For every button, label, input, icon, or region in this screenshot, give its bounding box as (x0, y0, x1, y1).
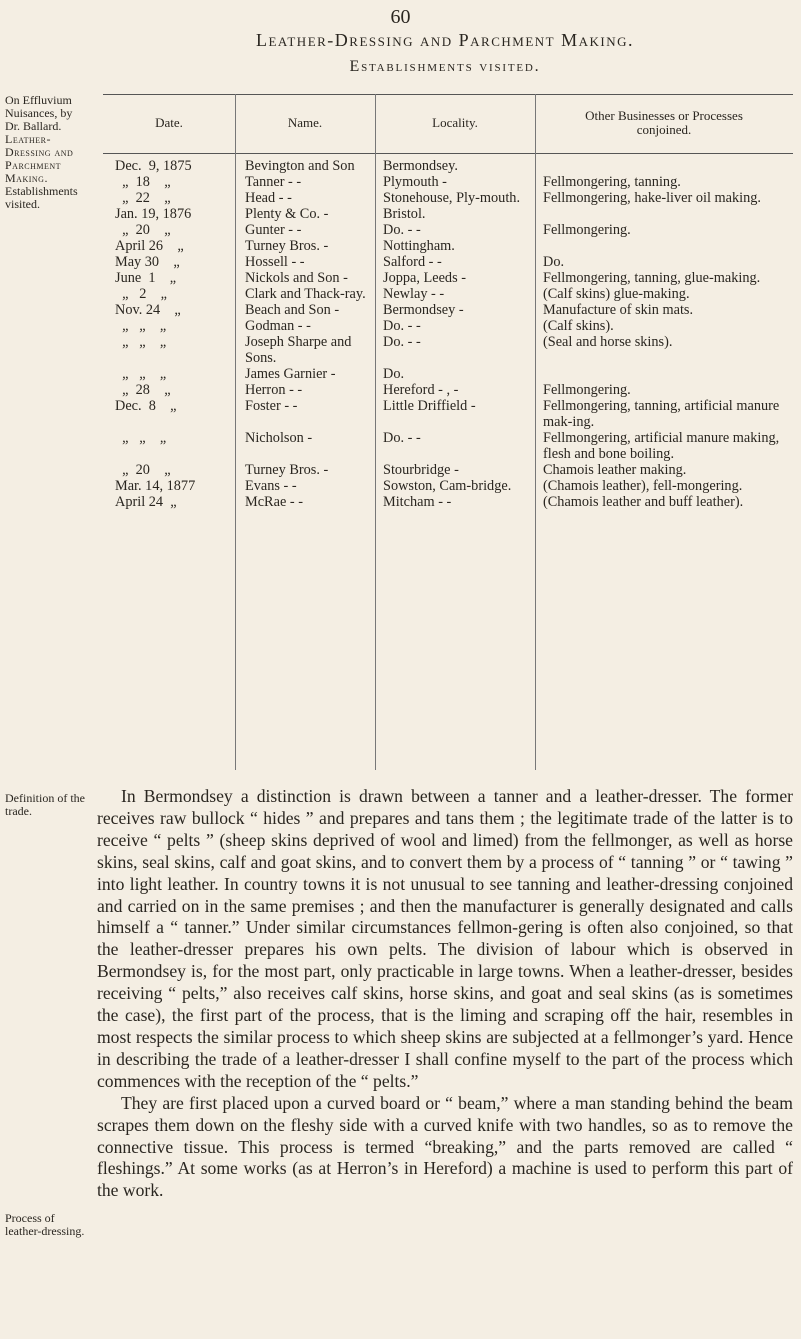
row-other (535, 206, 793, 222)
body-text (97, 786, 793, 1202)
table-row (103, 430, 793, 462)
row-other: Fellmongering, artificial manure making, flesh and bone boiling. (543, 430, 780, 462)
table-row (103, 158, 793, 174)
row-name: Hossell - - (245, 254, 305, 270)
row-locality: Do. - - (383, 334, 421, 350)
table-row (103, 334, 793, 366)
sidenote-line: Parchment (5, 158, 62, 172)
row-locality: Do. - - (383, 430, 421, 446)
row-name: James Garnier - (245, 366, 336, 382)
sidenote-process (5, 1212, 83, 1238)
row-name: Nicholson - (245, 430, 313, 446)
row-name: Gunter - - (245, 222, 302, 238)
row-other: Fellmongering. (543, 222, 631, 238)
row-name: Turney Bros. - (245, 462, 329, 478)
row-name: Evans - - (245, 478, 297, 494)
row-date: „ 28 „ (115, 382, 171, 398)
row-date: „ 2 „ (115, 286, 168, 302)
row-other: Chamois leather making. (543, 462, 687, 478)
sidenote-source (5, 94, 83, 211)
page-subtitle: Establishments visited. (349, 58, 541, 75)
table-body (103, 158, 793, 510)
row-locality: Mitcham - - (383, 494, 452, 510)
row-other (535, 158, 793, 174)
table-header-rule (103, 153, 793, 154)
row-locality: Sowston, Cam-bridge. (383, 478, 512, 494)
row-other: Fellmongering, hake-liver oil making. (543, 190, 761, 206)
sidenote-line: On Effluvium (5, 93, 72, 107)
row-locality: Do. - - (383, 222, 421, 238)
table-row (103, 462, 793, 478)
table-row (103, 398, 793, 430)
paragraph-definition: In Bermondsey a distinction is drawn between a tanner and a leather-dresser. The former receives raw bullock “ hides ” and prepares and tans them ; the legitimate trade of the latter is to receive “ pelts ” (sheep skins deprived of wool and limed) from the fellmonger, as well as horse skins, seal skins, calf and goat skins, and to convert them by a process of “ tanning ” or “ tawing ” into light leather. In country towns it is not unusual to see tanning and leather-dressing conjoined and carried on in the same premises ; and then the manufacturer is generally designated and calls himself a “ tanner.” Under similar circumstances fellmon-gering is often also conjoined, so that the leather-dresser prepares his own pelts. The division of labour which is observed in Bermondsey is, for the most part, only practicable in large towns. When a leather-dresser, besides receiving “ pelts,” also receives calf skins, horse skins, and goat and seal skins (as is sometimes the case), the first part of the process, that is the liming and scraping off the hair, resembles in most respects the similar process to which sheep skins are subjected at a fellmonger’s yard. Hence in describing the trade of a leather-dresser I shall confine myself to the part of the process which commences with the reception of the “ pelts.” (97, 786, 793, 1091)
row-other: (Chamois leather and buff leather). (543, 494, 744, 510)
row-name: Herron - - (245, 382, 303, 398)
row-locality: Bermondsey - (383, 302, 464, 318)
row-name: McRae - - (245, 494, 303, 510)
row-other (535, 366, 793, 382)
row-name: Turney Bros. - (245, 238, 329, 254)
establishments-table (103, 94, 793, 770)
row-other: (Calf skins) glue-making. (543, 286, 690, 302)
row-locality: Nottingham. (383, 238, 455, 254)
row-locality: Bermondsey. (383, 158, 458, 174)
header-date: Date. (155, 115, 183, 130)
row-other: (Chamois leather), fell-mongering. (543, 478, 743, 494)
row-date: „ „ „ (115, 318, 167, 334)
row-locality: Joppa, Leeds - (383, 270, 466, 286)
row-locality: Bristol. (383, 206, 426, 222)
row-date: June 1 „ (115, 270, 177, 286)
row-date: Dec. 8 „ (115, 398, 177, 414)
row-date: Dec. 9, 1875 (115, 158, 192, 174)
table-row (103, 174, 793, 190)
row-date: „ 20 „ (115, 462, 171, 478)
row-other: Fellmongering, tanning, artificial manure mak-ing. (543, 398, 780, 430)
row-date: Nov. 24 „ (115, 302, 181, 318)
row-name: Tanner - - (245, 174, 302, 190)
row-name: Joseph Sharpe and Sons. (245, 334, 352, 366)
row-locality: Stonehouse, Ply-mouth. (383, 190, 521, 206)
row-date: Mar. 14, 1877 (115, 478, 196, 494)
row-other (535, 238, 793, 254)
row-locality: Little Driffield - (383, 398, 476, 414)
row-date: Jan. 19, 1876 (115, 206, 192, 222)
row-locality: Do. (383, 366, 405, 382)
paragraph-process: They are first placed upon a curved board or “ beam,” where a man standing behind the beam scrapes them down on the fleshy side with a curved knife with two handles, so as to remove the connective tissue. This process is termed “breaking,” and the parts removed are called “ fleshings.” At some works (as at Herron’s in Hereford) a machine is used to perform this part of the work. (97, 1092, 793, 1201)
table-row (103, 286, 793, 302)
row-name: Foster - - (245, 398, 298, 414)
row-name: Head - - (245, 190, 292, 206)
row-locality: Do. - - (383, 318, 421, 334)
row-date: „ 22 „ (115, 190, 171, 206)
sidenote-line: Nuisances, by (5, 106, 73, 120)
row-name: Bevington and Son (245, 158, 355, 174)
row-locality: Salford - - (383, 254, 442, 270)
row-date: „ 20 „ (115, 222, 171, 238)
sidenote-line: Definition of the (5, 791, 85, 805)
table-row (103, 366, 793, 382)
sidenote-line: Dr. Ballard. (5, 119, 62, 133)
row-date: „ „ „ (115, 430, 167, 446)
row-date: April 24 „ (115, 494, 177, 510)
table-row (103, 318, 793, 334)
row-date: April 26 „ (115, 238, 184, 254)
row-name: Clark and Thack-ray. (245, 286, 366, 302)
table-row (103, 238, 793, 254)
page-title: Leather-Dressing and Parchment Making. (255, 30, 634, 50)
table-row (103, 270, 793, 286)
sidenote-line: Establishments (5, 184, 78, 198)
row-other: Do. (543, 254, 565, 270)
table-row (103, 494, 793, 510)
table-row (103, 302, 793, 318)
sidenote-line: Dressing and (5, 145, 74, 159)
table-row (103, 222, 793, 238)
sidenote-line: Leather- (5, 132, 51, 146)
row-date: „ „ „ (115, 366, 167, 382)
row-date: „ „ „ (115, 334, 167, 350)
row-date: „ 18 „ (115, 174, 171, 190)
row-name: Plenty & Co. - (245, 206, 329, 222)
row-name: Godman - - (245, 318, 311, 334)
sidenote-line: trade. (5, 804, 32, 818)
sidenote-line: leather-dressing. (5, 1224, 85, 1238)
sidenote-line: visited. (5, 197, 40, 211)
table-row (103, 254, 793, 270)
header-locality: Locality. (432, 115, 478, 130)
row-other: Manufacture of skin mats. (543, 302, 694, 318)
row-date: May 30 „ (115, 254, 180, 270)
header-other-businesses: Other Businesses or Processes conjoined. (585, 108, 743, 137)
row-locality: Stourbridge - (383, 462, 459, 478)
table-row (103, 190, 793, 206)
table-row (103, 206, 793, 222)
header-name: Name. (287, 115, 323, 130)
row-other: Fellmongering, tanning, glue-making. (543, 270, 761, 286)
row-other: (Seal and horse skins). (543, 334, 673, 350)
table-row (103, 382, 793, 398)
sidenote-line: Process of (5, 1211, 55, 1225)
row-locality: Plymouth - (383, 174, 447, 190)
row-other: Fellmongering, tanning. (543, 174, 681, 190)
sidenote-definition (5, 792, 83, 818)
row-other: Fellmongering. (543, 382, 631, 398)
row-locality: Newlay - - (383, 286, 445, 302)
row-locality: Hereford - , - (383, 382, 459, 398)
sidenote-line: Making. (5, 171, 48, 185)
page-number: 60 (390, 6, 411, 28)
table-row (103, 478, 793, 494)
row-name: Beach and Son - (245, 302, 340, 318)
row-other: (Calf skins). (543, 318, 614, 334)
row-name: Nickols and Son - (245, 270, 348, 286)
